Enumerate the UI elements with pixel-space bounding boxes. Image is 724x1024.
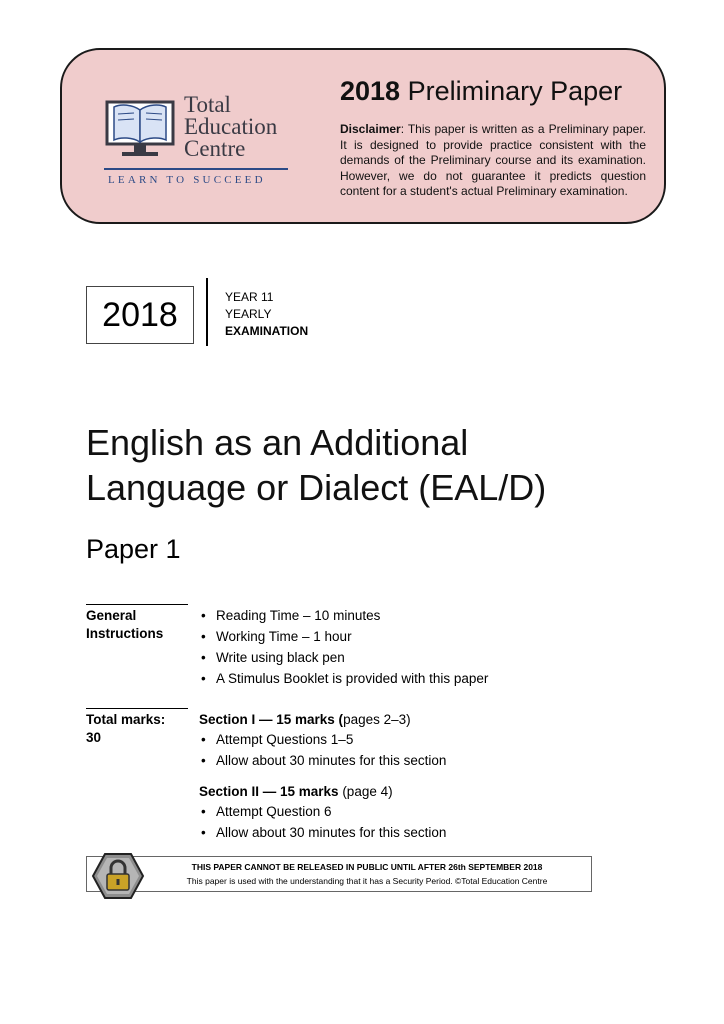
instruction-item: • Working Time – 1 hour — [199, 626, 488, 647]
open-book-monitor-icon — [104, 96, 176, 160]
section-two-item: • Attempt Question 6 — [199, 801, 446, 822]
logo-wordmark — [184, 94, 277, 160]
general-instructions-list — [199, 605, 488, 689]
general-instructions-label — [86, 604, 188, 643]
subject-title — [86, 420, 546, 510]
section-two-item: • Allow about 30 minutes for this section — [199, 822, 446, 843]
exam-type: YEARLY — [225, 307, 272, 321]
padlock-hexagon-icon — [91, 851, 145, 901]
security-notice — [86, 856, 592, 892]
disclaimer-label: Disclaimer — [340, 122, 401, 136]
logo-word-education: Education — [184, 114, 278, 139]
instruction-item: • Reading Time – 10 minutes — [199, 605, 488, 626]
disclaimer-text: : This paper is written as a Preliminary paper. It is designed to provide practice consistent with the demands of the Preliminary course and its examination. However, we do not guarantee it predicts question content for a student's actual Preliminary examination. — [340, 122, 646, 199]
logo-word-centre: Centre — [184, 136, 246, 161]
general-label-line2: Instructions — [86, 626, 164, 641]
section-one-heading-bold: Section I — 15 marks ( — [199, 712, 344, 727]
security-warning: THIS PAPER CANNOT BE RELEASED IN PUBLIC UNTIL AFTER 26th SEPTEMBER 2018 — [191, 862, 543, 872]
section-one-item: • Attempt Questions 1–5 — [199, 729, 446, 750]
section-one-item: • Allow about 30 minutes for this section — [199, 750, 446, 771]
subject-title-line2: Language or Dialect (EAL/D) — [86, 467, 547, 508]
logo-divider — [104, 168, 288, 170]
total-marks-label — [86, 708, 188, 747]
logo — [104, 92, 288, 188]
paper-title-year: 2018 — [340, 76, 401, 106]
section-two-heading — [199, 782, 446, 801]
exam-year-level: YEAR 11 — [225, 290, 274, 304]
general-label-line1: General — [86, 608, 137, 623]
section-two — [199, 782, 446, 843]
paper-title — [340, 76, 622, 107]
section-two-pages: (page 4) — [338, 784, 393, 799]
paper-title-text: Preliminary Paper — [407, 76, 623, 106]
section-one-heading — [199, 710, 446, 729]
section-one-pages: pages 2–3) — [343, 712, 411, 727]
logo-word-total: Total — [184, 92, 231, 117]
section-two-heading-bold: Section II — 15 marks — [199, 784, 339, 799]
exam-info — [225, 289, 308, 340]
instruction-item: • Write using black pen — [199, 647, 488, 668]
section-one — [199, 710, 446, 771]
total-marks-value: 30 — [86, 730, 102, 745]
logo-tagline: LEARN TO SUCCEED — [108, 174, 266, 186]
paper-number: Paper 1 — [86, 534, 181, 564]
disclaimer — [340, 122, 646, 210]
exam-divider — [206, 278, 208, 346]
instruction-item: • A Stimulus Booklet is provided with this paper — [199, 668, 488, 689]
subject-title-line1: English as an Additional — [86, 422, 469, 463]
total-marks-label-line1: Total marks: — [86, 712, 166, 727]
exam-label: EXAMINATION — [225, 324, 309, 338]
security-note: This paper is used with the understanding that it has a Security Period. ©Total Education Centre — [186, 876, 548, 886]
exam-year-box: 2018 — [86, 286, 194, 344]
